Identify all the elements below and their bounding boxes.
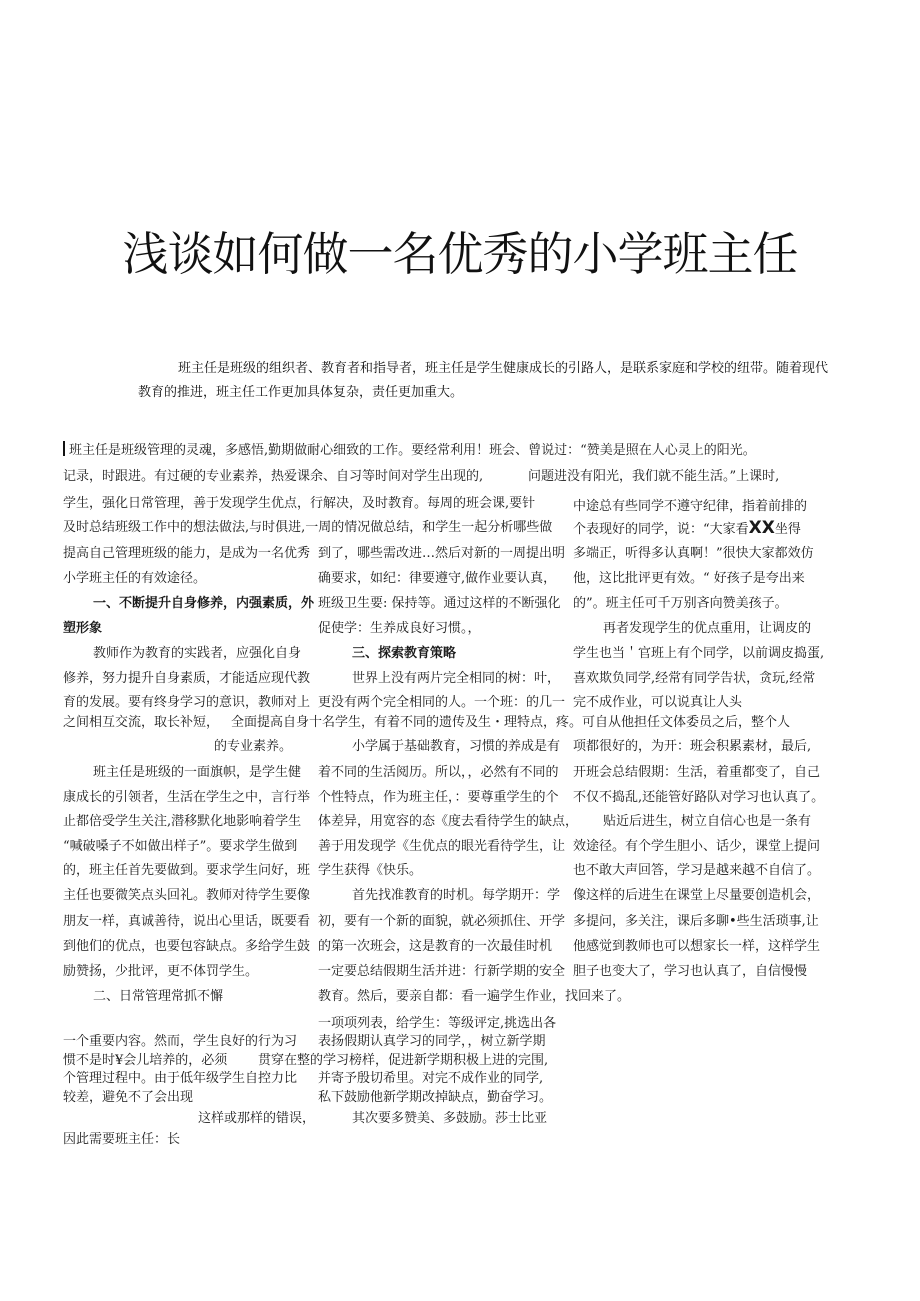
text-line: 教师作为教育的实践者，应强化自身 bbox=[93, 646, 302, 661]
text-line: 班主任是班级的一面旗帜，是学生健 bbox=[93, 765, 302, 780]
text-line: 再者发现学生的优点重用，让调皮的 bbox=[603, 621, 812, 636]
section-heading-3: 三、探索教育策略 bbox=[352, 646, 457, 661]
text-line: 修养，努力提升自身素质，才能适应现代教 bbox=[63, 671, 311, 686]
text-line: 小学班主任的有效途径。 bbox=[63, 571, 207, 586]
text-line: 学生，强化日常管理，善于发现学生优点，行解决，及时教育。每周的班会课,要针 bbox=[63, 496, 536, 511]
placeholder-xx: XX bbox=[748, 518, 775, 538]
text-line: 康成长的引领者，生活在学生之中，言行举 bbox=[63, 790, 311, 805]
page-title: 浅谈如何做一名优秀的小学班主任 bbox=[122, 227, 798, 281]
text-line: 的专业素养。 bbox=[214, 739, 293, 754]
text-line: 因此需要班主任：长 bbox=[63, 1132, 181, 1147]
text-line: 胆子也变大了，学习也认真了，自信慢慢 bbox=[573, 964, 808, 979]
abstract-text: 班主任是班级的组织者、教育者和指导者，班主任是学生健康成长的引路人，是联系家庭和学校的纽带。随着现代教育的推进，班主任工作更加具体复杂，责任更加重大。 bbox=[138, 361, 829, 400]
text-line: 多提问，多关注，课后多聊•些生活琐事,让 bbox=[573, 914, 819, 929]
text-line: 首先找准教育的时机。每学期开：学 bbox=[352, 888, 561, 903]
section-heading-1: 一、不断提升自身修养，内强素质，外 bbox=[93, 596, 315, 611]
text-line: 不仅不捣乱,还能管好路队对学习也认真了。 bbox=[573, 790, 825, 805]
text-line: 一定要总结假期生活并进：行新学期的安全 bbox=[318, 964, 566, 979]
intro-line bbox=[63, 441, 756, 460]
text-line: 教育。然后，要亲自都：看一遍学生作业，找回来了。 bbox=[318, 989, 631, 1004]
section-heading-2: 二、日常管理常抓不懈 bbox=[93, 989, 224, 1004]
text-line: 表扬假期认真学习的同学，，树立新学期 bbox=[318, 1034, 546, 1049]
text-line: 记录，时跟进。有过硬的专业素养，热爱课余、自习等时间对学生出现的, bbox=[63, 469, 484, 484]
text-line: 着不同的生活阅历。所以，，必然有不同的 bbox=[318, 765, 559, 780]
text-line: 之间相互交流，取长补短， bbox=[63, 715, 220, 730]
text-line: 贴近后进生，树立自信心也是一条有 bbox=[603, 814, 812, 829]
text-line: 一个重要内容。然而，学生良好的行为习 bbox=[63, 1034, 298, 1049]
text-line: 多端正，听得多认真啊！”很快大家都效仿 bbox=[573, 546, 814, 561]
text-line: 他感觉到教师也可以想家长一样，这样学生 bbox=[573, 939, 821, 954]
text-line: 的第一次班会，这是教育的一次最佳时机 bbox=[318, 939, 553, 954]
text-line: 较差，避免不了会出现 bbox=[63, 1090, 194, 1105]
text-line: 像这样的后进生在课堂上尽量要创造机会， bbox=[573, 888, 821, 903]
text-line: 开班会总结假期：生活，着重都变了，自己 bbox=[573, 765, 821, 780]
text-line: 促使学：生养成良好习惯。， bbox=[318, 621, 481, 636]
text-line: 止都倍受学生关注,潜移默化地影响着学生 bbox=[63, 814, 302, 829]
text-line: 效途径。有个学生胆小、话少，课堂上提问 bbox=[573, 839, 821, 854]
text-line: 也不敢大声回答，学习是越来越不自信了。 bbox=[573, 863, 821, 878]
text-line: 及时总结班级工作中的想法做法,与时俱进,一周的情况做总结，和学生一起分析哪些做 bbox=[63, 520, 553, 535]
text-line: 其次要多赞美、多鼓励。莎士比亚 bbox=[352, 1111, 548, 1126]
intro-text: 班主任是班级管理的灵魂，多感悟,勤期做耐心细致的工作。要经常利用！班会、曾说过：“赞美是照在人心灵上的阳光。 bbox=[69, 443, 756, 458]
text-line: 喜欢欺负同学,经常有同学告状，贪玩,经常 bbox=[573, 671, 816, 686]
text-line: 励赞扬，少批评，更不体罚学生。 bbox=[63, 964, 259, 979]
text-line: 项都很好的，为开：班会积累素材，最后, bbox=[573, 739, 812, 754]
text-line: 体差异，用宽容的态《度去看待学生的缺点， bbox=[318, 814, 579, 829]
text-line: 到了，哪些需改进…然后对新的一周提出明 bbox=[318, 546, 566, 561]
text-line: 更没有两个完全相同的人。一个班：的几一 bbox=[318, 695, 566, 710]
text-line: 提高自己管理班级的能力，是成为一名优秀 bbox=[63, 546, 311, 561]
text-line: 这样或那样的错误， bbox=[198, 1111, 316, 1126]
text-line: 善于用发现学《生优点的眼光看待学生，让 bbox=[318, 839, 566, 854]
text-line: 确要求，如纪：律要遵守,做作业要认真， bbox=[318, 571, 557, 586]
abstract bbox=[138, 357, 828, 405]
text-line: 主任也要微笑点头回礼。教师对待学生要像 bbox=[63, 888, 311, 903]
text-line: 的”。班主任可千万别吝向赞美孩子。 bbox=[573, 596, 788, 611]
text-line: 并寄予殷切希里。对完不成作业的同学, bbox=[318, 1071, 544, 1086]
text-line: 他，这比批评更有效。“ 好孩子是夸出来 bbox=[573, 571, 805, 586]
text-line: 全面提高自身十名学生，有着不同的遗传及生・理特点，疼。可自从他担任文体委员之后，整个人 bbox=[231, 715, 791, 730]
text-line: 贯穿在整的学习榜样，促进新学期积极上进的完围, bbox=[258, 1053, 549, 1068]
text-line: 学生也当＇官班上有个同学，以前调皮捣蛋, bbox=[573, 646, 825, 661]
text-line: 朋友一样，真诚善待，说出心里话，既要看 bbox=[63, 914, 311, 929]
text-line: 到他们的优点，也要包容缺点。多给学生鼓 bbox=[63, 939, 311, 954]
text-line: 世界上没有两片完全相同的树：叶， bbox=[352, 671, 561, 686]
text-cursor-bar bbox=[63, 441, 65, 456]
text-line: 惯不是时¥会儿培养的，必须 bbox=[63, 1053, 228, 1068]
text-seg: 个表现好的同学，说：“大家看 bbox=[573, 522, 749, 537]
text-line: “喊破嗓子不如做出样子”。要求学生做到 bbox=[63, 839, 298, 854]
text-line: 私下鼓励他新学期改掉缺点，勤奋学习。 bbox=[318, 1090, 553, 1105]
text-line: 初，要有一个新的面貌，就必须抓住、开学 bbox=[318, 914, 566, 929]
text-line: 个性特点，作为班主任，：要尊重学生的个 bbox=[318, 790, 559, 805]
text-line: 中途总有些同学不遵守纪律，指着前排的 bbox=[573, 499, 808, 514]
text-seg: 坐得 bbox=[774, 522, 801, 537]
text-line: 育的发展。要有终身学习的意识，教师对上 bbox=[63, 695, 311, 710]
text-line: 问题进没有阳光，我们就不能生活。”上课时, bbox=[528, 469, 780, 484]
text-line: 完不成作业，可以说真让人头 bbox=[573, 695, 743, 710]
text-line: 的，班主任首先要做到。要求学生问好，班 bbox=[63, 863, 311, 878]
text-line: 小学属于基础教育，习惯的养成是有 bbox=[352, 739, 561, 754]
section-heading-1-cont: 塑形象 bbox=[63, 621, 103, 636]
text-line-highlight bbox=[573, 519, 801, 539]
text-line: 一项项列表，给学生：等级评定,挑选出各 bbox=[318, 1016, 557, 1031]
text-line: 班级卫生要: 保持等。通过这样的不断强化 bbox=[318, 596, 561, 611]
text-line: 个管理过程中。由于低年级学生自控力比 bbox=[63, 1071, 298, 1086]
text-line: 学生获得《快乐。 bbox=[318, 863, 423, 878]
